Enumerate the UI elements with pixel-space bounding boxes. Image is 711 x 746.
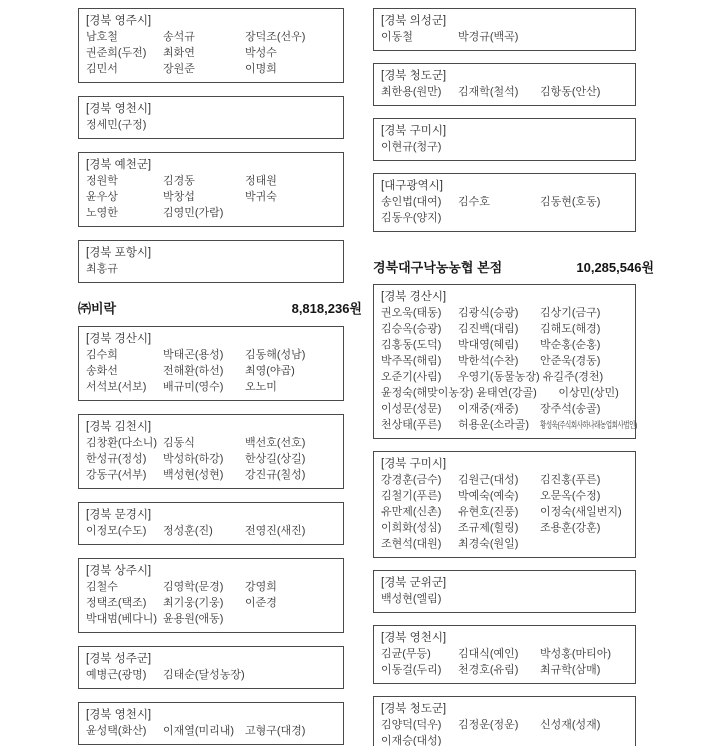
member-name: 김해도(해경) [540,323,601,335]
member-row [86,261,339,277]
member-name: 김경동 [163,175,195,187]
member-row [381,733,631,746]
member-name: 박대영(혜림) [458,339,519,351]
member-name: 전영진(새진) [245,525,306,537]
member-name: 이정모(수도) [86,525,147,537]
member-name: 이동걸(두리) [381,664,442,676]
member-name: 김대식(예인) [458,648,519,660]
region-title: [경북 포항시] [86,247,152,259]
member-name: 김철기(푸른) [381,490,442,502]
region-box [373,118,636,161]
member-name: 박창섭 [163,191,195,203]
member-name: 고형구(대경) [245,725,306,737]
region-box [373,570,636,613]
member-name: 김균(무등) [381,648,431,660]
member-name: 김재학(철석) [458,86,519,98]
member-row [381,488,631,504]
member-row [381,305,631,321]
member-row [86,379,339,395]
member-name: 박예숙(예숙) [458,490,519,502]
member-name: 유현호(진풍) [458,506,519,518]
member-name: 유만제(신촌) [381,506,442,518]
member-row [86,173,339,189]
member-name: 이재중(재중) [458,403,519,415]
member-name: 송화선 [86,365,118,377]
member-name: 한상길(상길) [245,453,306,465]
member-name: 송인법(대여) [381,196,442,208]
member-name: 정태원 [245,175,277,187]
region-title: [경북 문경시] [86,509,152,521]
member-row [86,363,339,379]
member-name: 김상기(금구) [540,307,601,319]
member-name: 최영(야곱) [245,365,295,377]
region-box [78,502,344,545]
region-box [78,96,344,139]
region-title: [경북 예천군] [86,159,152,171]
member-name: 전해환(하선) [163,365,224,377]
region-title: [경북 성주군] [86,653,152,665]
region-title: [경북 상주시] [86,565,152,577]
member-row [86,117,339,133]
member-row [381,536,631,552]
member-name: 김수호 [458,196,490,208]
member-row [86,29,339,45]
region-box [373,696,636,746]
member-name: 최경숙(원일) [458,538,519,550]
member-row [381,401,631,417]
member-row [86,667,339,683]
region-box [78,326,344,401]
member-name: 남호철 [86,31,118,43]
donor-group-name: ㈜비락 [78,301,117,316]
member-name: 강영희 [245,581,277,593]
member-name: 백선호(선호) [245,437,306,449]
member-name: 박성홍(마티아) [540,648,612,660]
member-row [381,504,631,520]
member-name: 황성욱(주식회사하나래농업회사법인) [540,420,637,430]
member-name: 김정운(정운) [458,719,519,731]
member-row [381,417,637,433]
member-row [86,189,339,205]
member-name: 김영학(문경) [163,581,224,593]
region-title: [경북 의성군] [381,15,447,27]
member-name: 오노미 [245,381,277,393]
region-box [373,63,636,106]
member-name: 정성훈(진) [163,525,213,537]
member-name: 오문옥(수정) [540,490,601,502]
member-name: 김철수 [86,581,118,593]
member-row [381,717,631,733]
member-name: 박한석(수찬) [458,355,519,367]
member-row [86,467,339,483]
region-box [78,152,344,227]
member-name: 백성현(엘림) [381,593,442,605]
member-name: 윤정숙(해맞이농장) [381,387,474,399]
member-name: 박성수 [245,47,277,59]
member-name: 권준희(두전) [86,47,147,59]
member-name: 김동식 [163,437,195,449]
region-title: [경북 경산시] [381,291,447,303]
region-title: [경북 영천시] [86,103,152,115]
region-box [78,702,344,745]
member-row [86,347,339,363]
member-name: 이재승(대성) [381,735,442,746]
region-title: [경북 구미시] [381,458,447,470]
member-name: 이정숙(새일번지) [540,506,622,518]
member-row [86,579,339,595]
member-row [86,451,339,467]
member-row [381,662,631,678]
member-row [381,353,631,369]
member-row [381,385,631,401]
member-row [381,194,631,210]
member-row [86,205,339,221]
member-name: 최규학(삼매) [540,664,601,676]
member-name: 김태순(달성농장) [163,669,245,681]
member-name: 김광식(승광) [458,307,519,319]
member-name: 박순홍(순홍) [540,339,601,351]
member-row [86,723,339,739]
member-name: 예병근(광명) [86,669,147,681]
member-name: 김진백(대림) [458,323,519,335]
region-box [373,284,636,439]
member-name: 우영기(동물농장) [458,371,540,383]
member-name: 정택조(택조) [86,597,147,609]
member-name: 김양덕(덕우) [381,719,442,731]
member-row [381,520,631,536]
member-name: 이성문(성문) [381,403,442,415]
member-name: 배규미(영수) [163,381,224,393]
member-name: 박귀숙 [245,191,277,203]
region-title: [경북 군위군] [381,577,447,589]
member-row [86,523,339,539]
region-box [373,173,636,232]
member-name: 유길주(경천) [542,371,604,383]
donor-group-amount: 10,285,546원 [576,260,654,275]
member-name: 김홍동(도덕) [381,339,442,351]
member-name: 정세민(구정) [86,119,147,131]
member-name: 김승옥(승광) [381,323,442,335]
member-name: 윤성택(화산) [86,725,147,737]
member-name: 한성규(정성) [86,453,147,465]
member-name: 김민서 [86,63,118,75]
member-row [86,435,339,451]
member-name: 안준욱(경동) [540,355,601,367]
region-box [373,625,636,684]
member-name: 이준경 [245,597,277,609]
member-name: 윤태연(강골) [476,387,537,399]
member-row [381,139,631,155]
member-name: 이희화(성심) [381,522,442,534]
member-name: 이명희 [245,63,277,75]
region-box [78,8,344,83]
region-box [78,558,344,633]
member-name: 최화연 [163,47,195,59]
member-name: 허용운(소라골) [458,419,530,431]
member-name: 이동철 [381,31,413,43]
member-row [86,45,339,61]
member-name: 조용훈(강훈) [540,522,601,534]
member-name: 천경호(유림) [458,664,519,676]
member-name: 조현석(대원) [381,538,442,550]
region-box [373,8,636,51]
member-name: 김동현(호동) [540,196,601,208]
member-name: 박태곤(용성) [163,349,224,361]
donor-group-amount: 8,818,236원 [291,301,362,316]
donor-group-name: 경북대구낙농농협 본점 [373,260,503,275]
member-row [86,611,339,627]
member-name: 천상태(푸른) [381,419,442,431]
member-row [86,61,339,77]
donor-group-header [78,301,362,317]
member-row [381,472,631,488]
member-name: 장주석(송골) [540,403,601,415]
member-name: 조규제(힐링) [458,522,519,534]
member-name: 김영민(가람) [163,207,224,219]
member-name: 신성재(성재) [540,719,601,731]
member-name: 김항동(안산) [540,86,601,98]
member-row [381,369,631,385]
member-name: 김수희 [86,349,118,361]
region-title: [경북 청도군] [381,70,447,82]
region-title: [경북 영천시] [86,709,152,721]
region-title: [경북 김천시] [86,421,152,433]
member-name: 김진홍(푸른) [540,474,601,486]
member-name: 윤용원(애동) [163,613,224,625]
member-name: 이상민(상민) [558,387,619,399]
member-name: 이재열(미리내) [163,725,235,737]
member-row [381,321,631,337]
member-name: 윤우상 [86,191,118,203]
left-column [78,8,362,745]
member-row [381,84,631,100]
region-title: [경북 영주시] [86,15,152,27]
region-box [78,646,344,689]
member-name: 이현규(청구) [381,141,442,153]
member-row [381,210,631,226]
member-row [381,591,631,607]
member-name: 김동해(성남) [245,349,306,361]
member-name: 박경규(백곡) [458,31,519,43]
member-name: 정원학 [86,175,118,187]
member-name: 박주목(해림) [381,355,442,367]
region-title: [경북 구미시] [381,125,447,137]
member-name: 오준기(사림) [381,371,442,383]
donor-group-header [373,260,654,276]
member-name: 노영한 [86,207,118,219]
right-column [373,8,654,746]
member-name: 강진규(칠성) [245,469,306,481]
member-name: 김창환(다소니) [86,437,158,449]
member-row [381,29,631,45]
member-name: 송석규 [163,31,195,43]
member-row [381,646,631,662]
member-name: 서석보(서보) [86,381,147,393]
member-name: 최기웅(기웅) [163,597,224,609]
member-name: 김동우(양지) [381,212,442,224]
region-box [373,451,636,558]
region-title: [대구광역시] [381,180,443,192]
member-name: 권오욱(태동) [381,307,442,319]
region-box [78,240,344,283]
member-name: 최홍규 [86,263,118,275]
member-name: 박대범(베다니) [86,613,158,625]
region-title: [경북 경산시] [86,333,152,345]
region-box [78,414,344,489]
member-name: 최한용(원만) [381,86,442,98]
member-name: 백성현(성현) [163,469,224,481]
member-name: 강동구(서부) [86,469,147,481]
member-row [86,595,339,611]
member-name: 장덕조(선우) [245,31,306,43]
member-name: 강경훈(금수) [381,474,442,486]
member-row [381,337,631,353]
member-name: 박성하(하강) [163,453,224,465]
region-title: [경북 청도군] [381,703,447,715]
region-title: [경북 영천시] [381,632,447,644]
member-name: 김원근(대성) [458,474,519,486]
member-name: 장원준 [163,63,195,75]
